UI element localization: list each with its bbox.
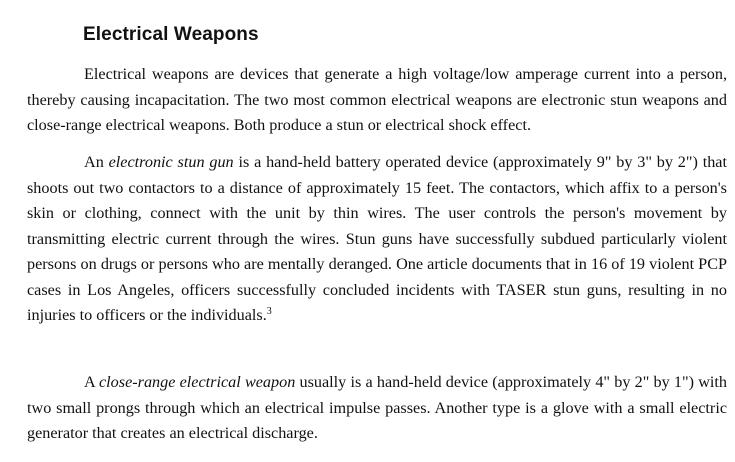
paragraph-electrical-weapons-intro	[27, 62, 727, 139]
paragraph-lead: An	[84, 153, 109, 171]
paragraph-text: usually is a hand-held device (approximately 4" by 2" by 1") with two small prongs through which an electrical impulse passes. Another type is a glove with a small electric generator that creates an electrical discharge.	[27, 373, 727, 442]
paragraph-electronic-stun-gun	[27, 150, 727, 329]
term-electronic-stun-gun: electronic stun gun	[108, 153, 234, 171]
term-close-range-electrical-weapon: close-range electrical weapon	[99, 373, 296, 391]
section-heading: Electrical Weapons	[83, 24, 259, 45]
paragraph-text: is a hand-held battery operated device (approximately 9" by 3" by 2") that shoots out two contactors to a distance of approximately 15 feet. The contactors, which affix to a person's skin or clothing, connect with the unit by thin wires. The user controls the person's movement by transmitting electric current through the wires. Stun guns have successfully subdued particularly violent persons on drugs or persons who are mentally deranged. One article documents that in 16 of 19 violent PCP cases in Los Angeles, officers successfully concluded incidents with TASER stun guns, resulting in no injuries to officers or the individuals.	[27, 153, 727, 324]
paragraph-close-range-weapon	[27, 370, 727, 447]
footnote-reference: 3	[266, 306, 272, 317]
paragraph-lead: A	[84, 373, 99, 391]
paragraph-text: Electrical weapons are devices that generate a high voltage/low amperage current into a person, thereby causing incapacitation. The two most common electrical weapons are electronic stun weapons and close-range electrical weapons. Both produce a stun or electrical shock effect.	[27, 65, 727, 134]
